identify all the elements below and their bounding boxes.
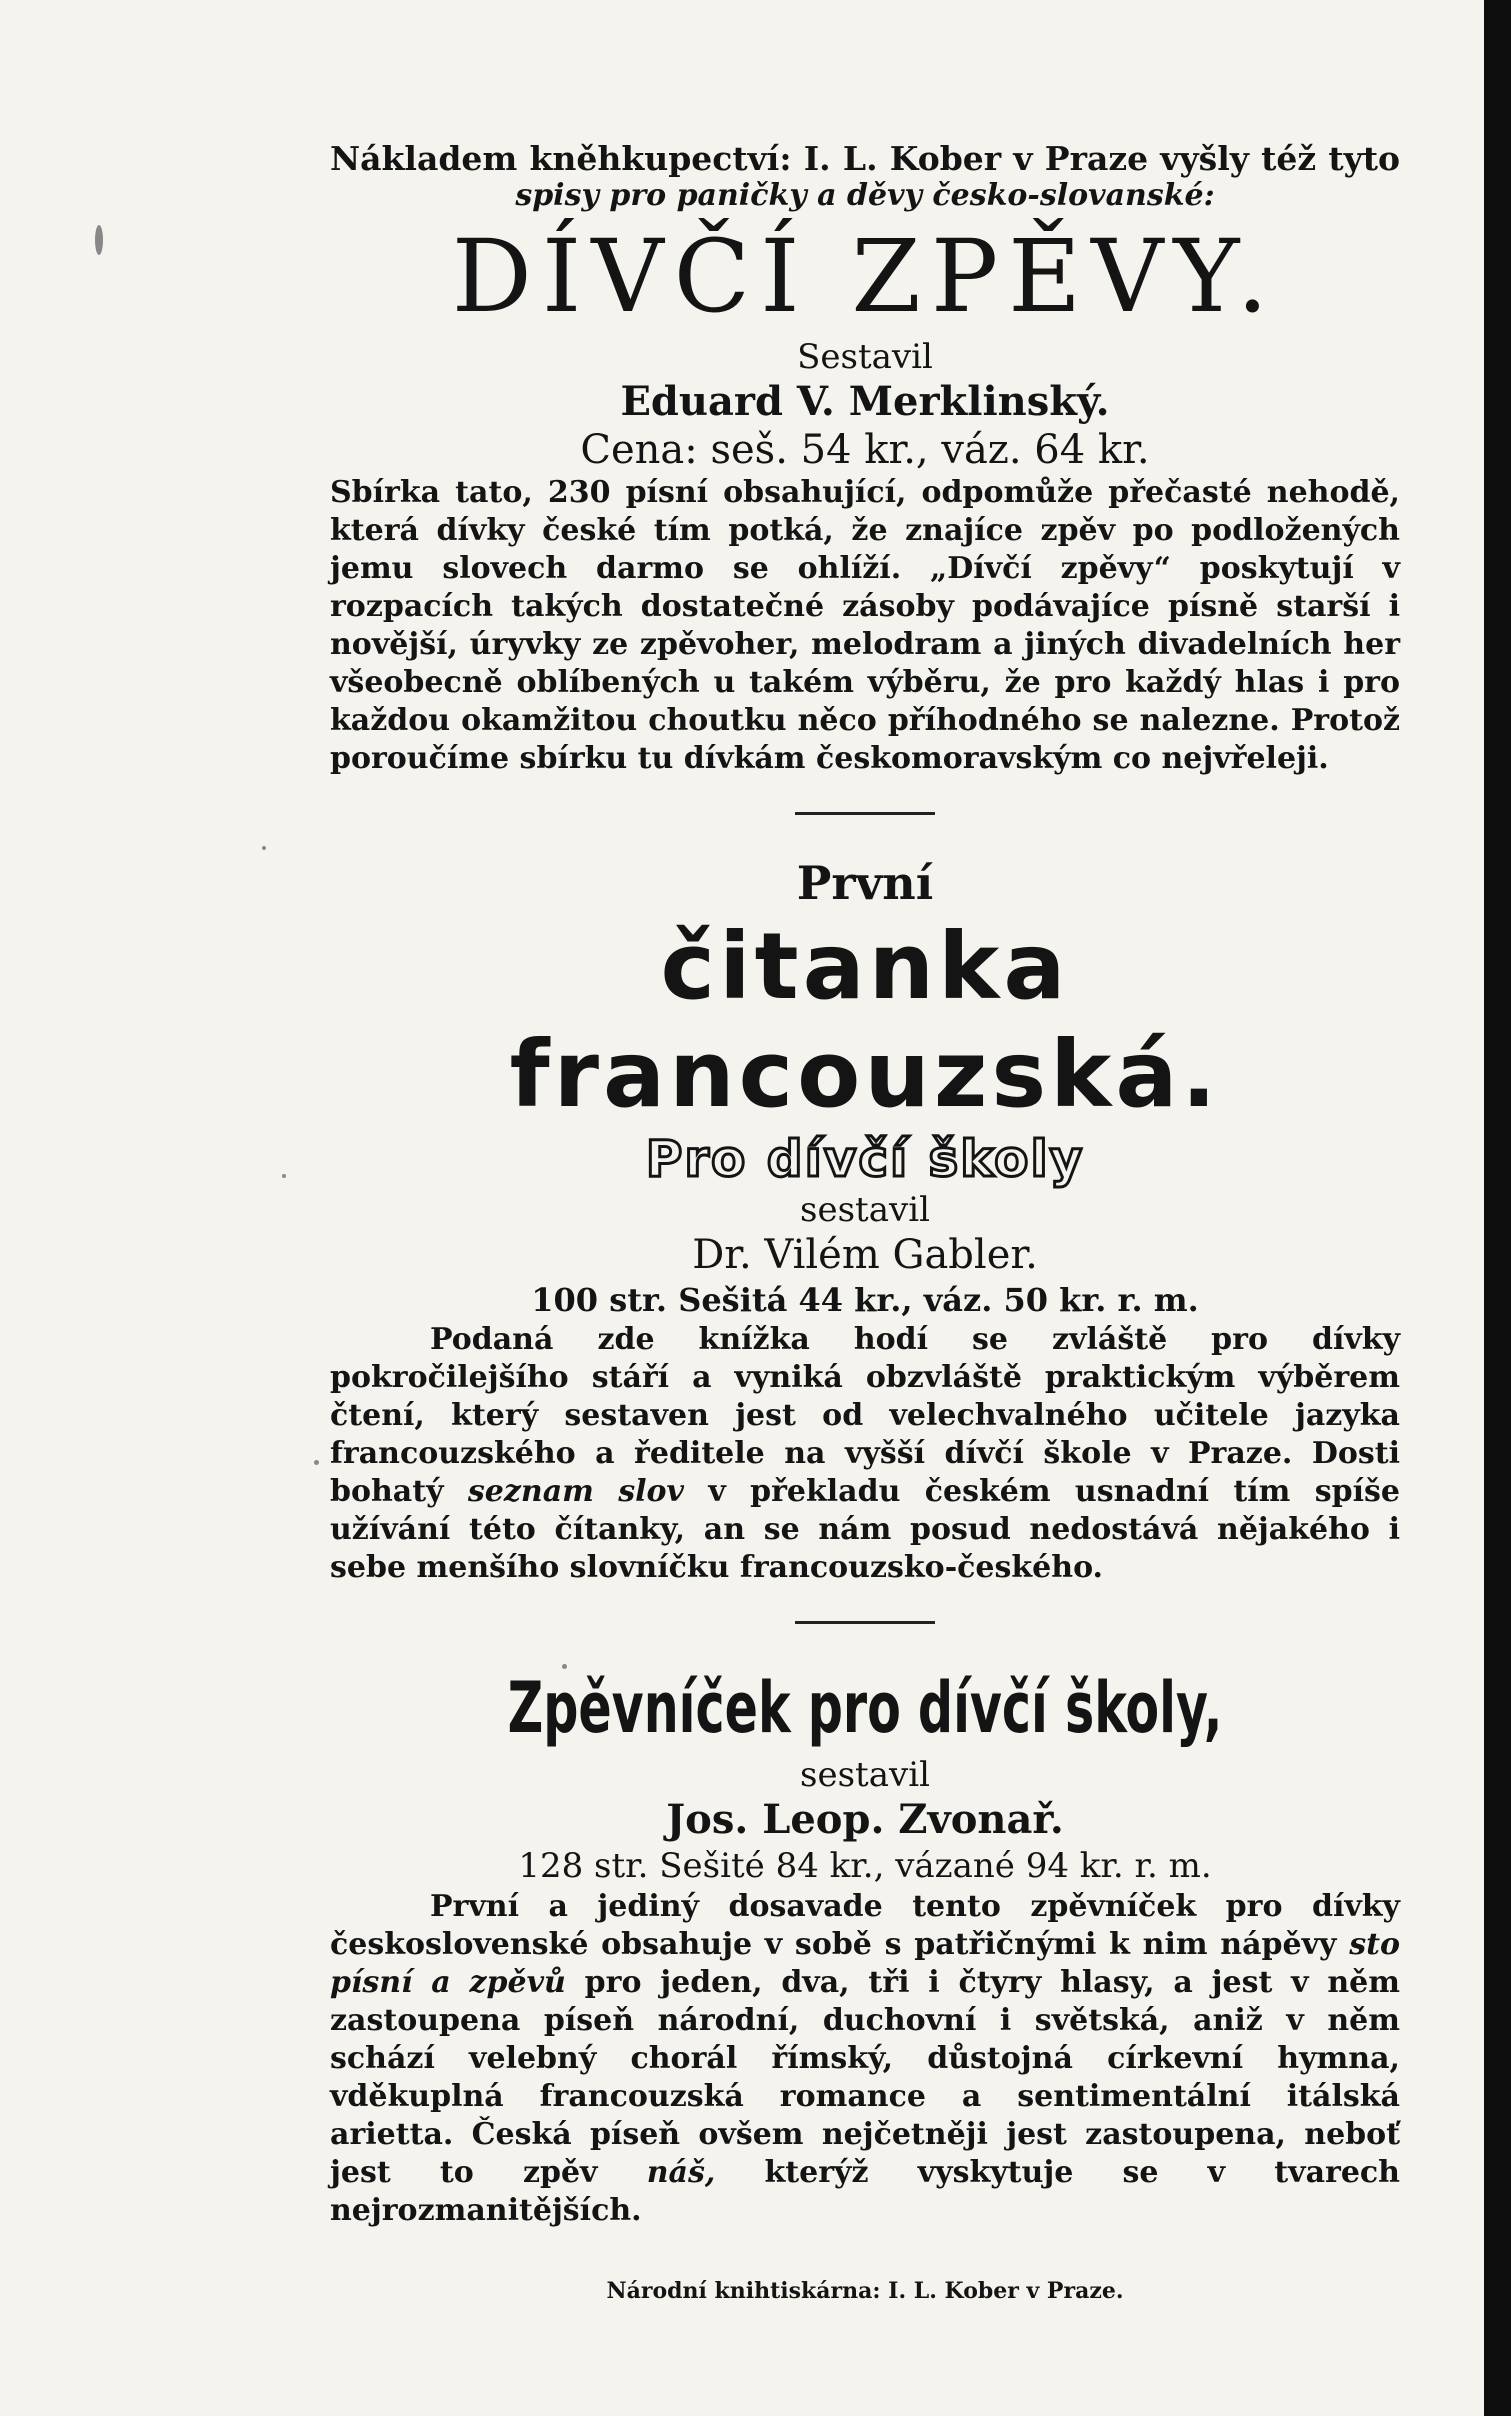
book-zpevnicek <box>330 1662 1400 2230</box>
section-divider <box>795 1621 935 1624</box>
book-title: čitanka francouzská. <box>509 913 1221 1128</box>
book-price: 128 str. Sešité 84 kr., vázané 94 kr. r. m. <box>518 1846 1212 1886</box>
book-divci-zpevy <box>330 218 1400 778</box>
book-pre-title: První <box>796 856 934 910</box>
book-description: Sbírka tato, 230 písní obsahující, odpomůže přečasté nehodě, která dívky české tím potká, že znajíce zpěv po podložených jemu slovech darmo se ohlíží. „Dívčí zpěvy“ poskytují v rozpacích takých dostatečné zásoby podávajíce písně starší i novější, úryvky ze zpěvoher, melodram a jiných divadelních her všeobecně oblíbených u takém výběru, že pro každý hlas i pro každou okamžitou choutku něco příhodného se nalezne. Protož poroučíme sbírku tu dívkám českomoravským co nejvřeleji. <box>330 475 1400 776</box>
description-text: pro jeden, dva, tři i čtyry hlasy, a jest v něm zastoupena píseň národní, duchovní i světská, aniž v něm schází velebný chorál římský, důstojná církevní hymna, vděkuplná francouzská romance a sentimentální itálská arietta. Česká píseň ovšem nejčetněji jest zastoupena, neboť jest to zpěv <box>330 1965 1401 2190</box>
advertisement-sheet <box>330 140 1400 2328</box>
book-price: Cena: seš. 54 kr., váz. 64 kr. <box>580 427 1150 473</box>
description-emphasis: sto písní a zpěvů <box>330 1927 1400 2000</box>
book-author: Jos. Leop. Zvonař. <box>666 1796 1064 1843</box>
publisher-header: Nákladem kněhkupectví: I. L. Kober v Praze vyšly též tyto <box>330 139 1400 178</box>
description-emphasis: náš, <box>646 2155 716 2190</box>
paper-speck <box>95 225 103 255</box>
paper-speck <box>262 846 266 850</box>
description-text: v překladu českém usnadní tím spíše užívání této čítanky, an se nám posud nedostává nějakého i sebe menšího slovníčku francouzsko-českého. <box>330 1474 1400 1585</box>
paper-speck <box>314 1460 319 1465</box>
book-title: Zpěvníček pro dívčí školy, <box>507 1667 1223 1749</box>
book-compiled-by: sestavil <box>800 1755 930 1795</box>
book-compiled-by: Sestavil <box>797 337 933 377</box>
paper-speck <box>282 1174 286 1178</box>
publisher-subheader: spisy pro paničky a děvy česko-slovanské: <box>515 178 1215 213</box>
book-description <box>330 1321 1400 1587</box>
scan-edge <box>1484 0 1511 2416</box>
section-divider <box>795 812 935 815</box>
book-author: Dr. Vilém Gabler. <box>692 1232 1038 1278</box>
book-title: DÍVČÍ ZPĚVY. <box>451 218 1279 335</box>
book-price: 100 str. Sešitá 44 kr., váz. 50 kr. r. m. <box>531 1281 1199 1319</box>
printer-imprint: Národní knihtiskárna: I. L. Kober v Praze. <box>606 2278 1124 2304</box>
book-description <box>330 1888 1400 2230</box>
book-citanka-francouzska <box>330 853 1400 1587</box>
description-emphasis: seznam slov <box>467 1474 684 1509</box>
book-author: Eduard V. Merklinský. <box>620 378 1110 425</box>
book-compiled-by: sestavil <box>800 1190 930 1230</box>
book-subtitle: Pro dívčí školy <box>645 1130 1085 1188</box>
description-text: Podaná zde knížka hodí se zvláště pro dívky pokročilejšího stáří a vyniká obzvláště praktickým výběrem čtení, který sestaven jest od velechvalného učitele jazyka francouzského a ředitele na vyšší dívčí škole v Praze. Dosti bohatý <box>330 1322 1400 1509</box>
description-text: kterýž vyskytuje se v tvarech nejrozmanitějších. <box>330 2155 1400 2228</box>
description-text: První a jediný dosavade tento zpěvníček pro dívky československé obsahuje v sobě s patřičnými k nim nápěvy <box>330 1889 1400 1962</box>
